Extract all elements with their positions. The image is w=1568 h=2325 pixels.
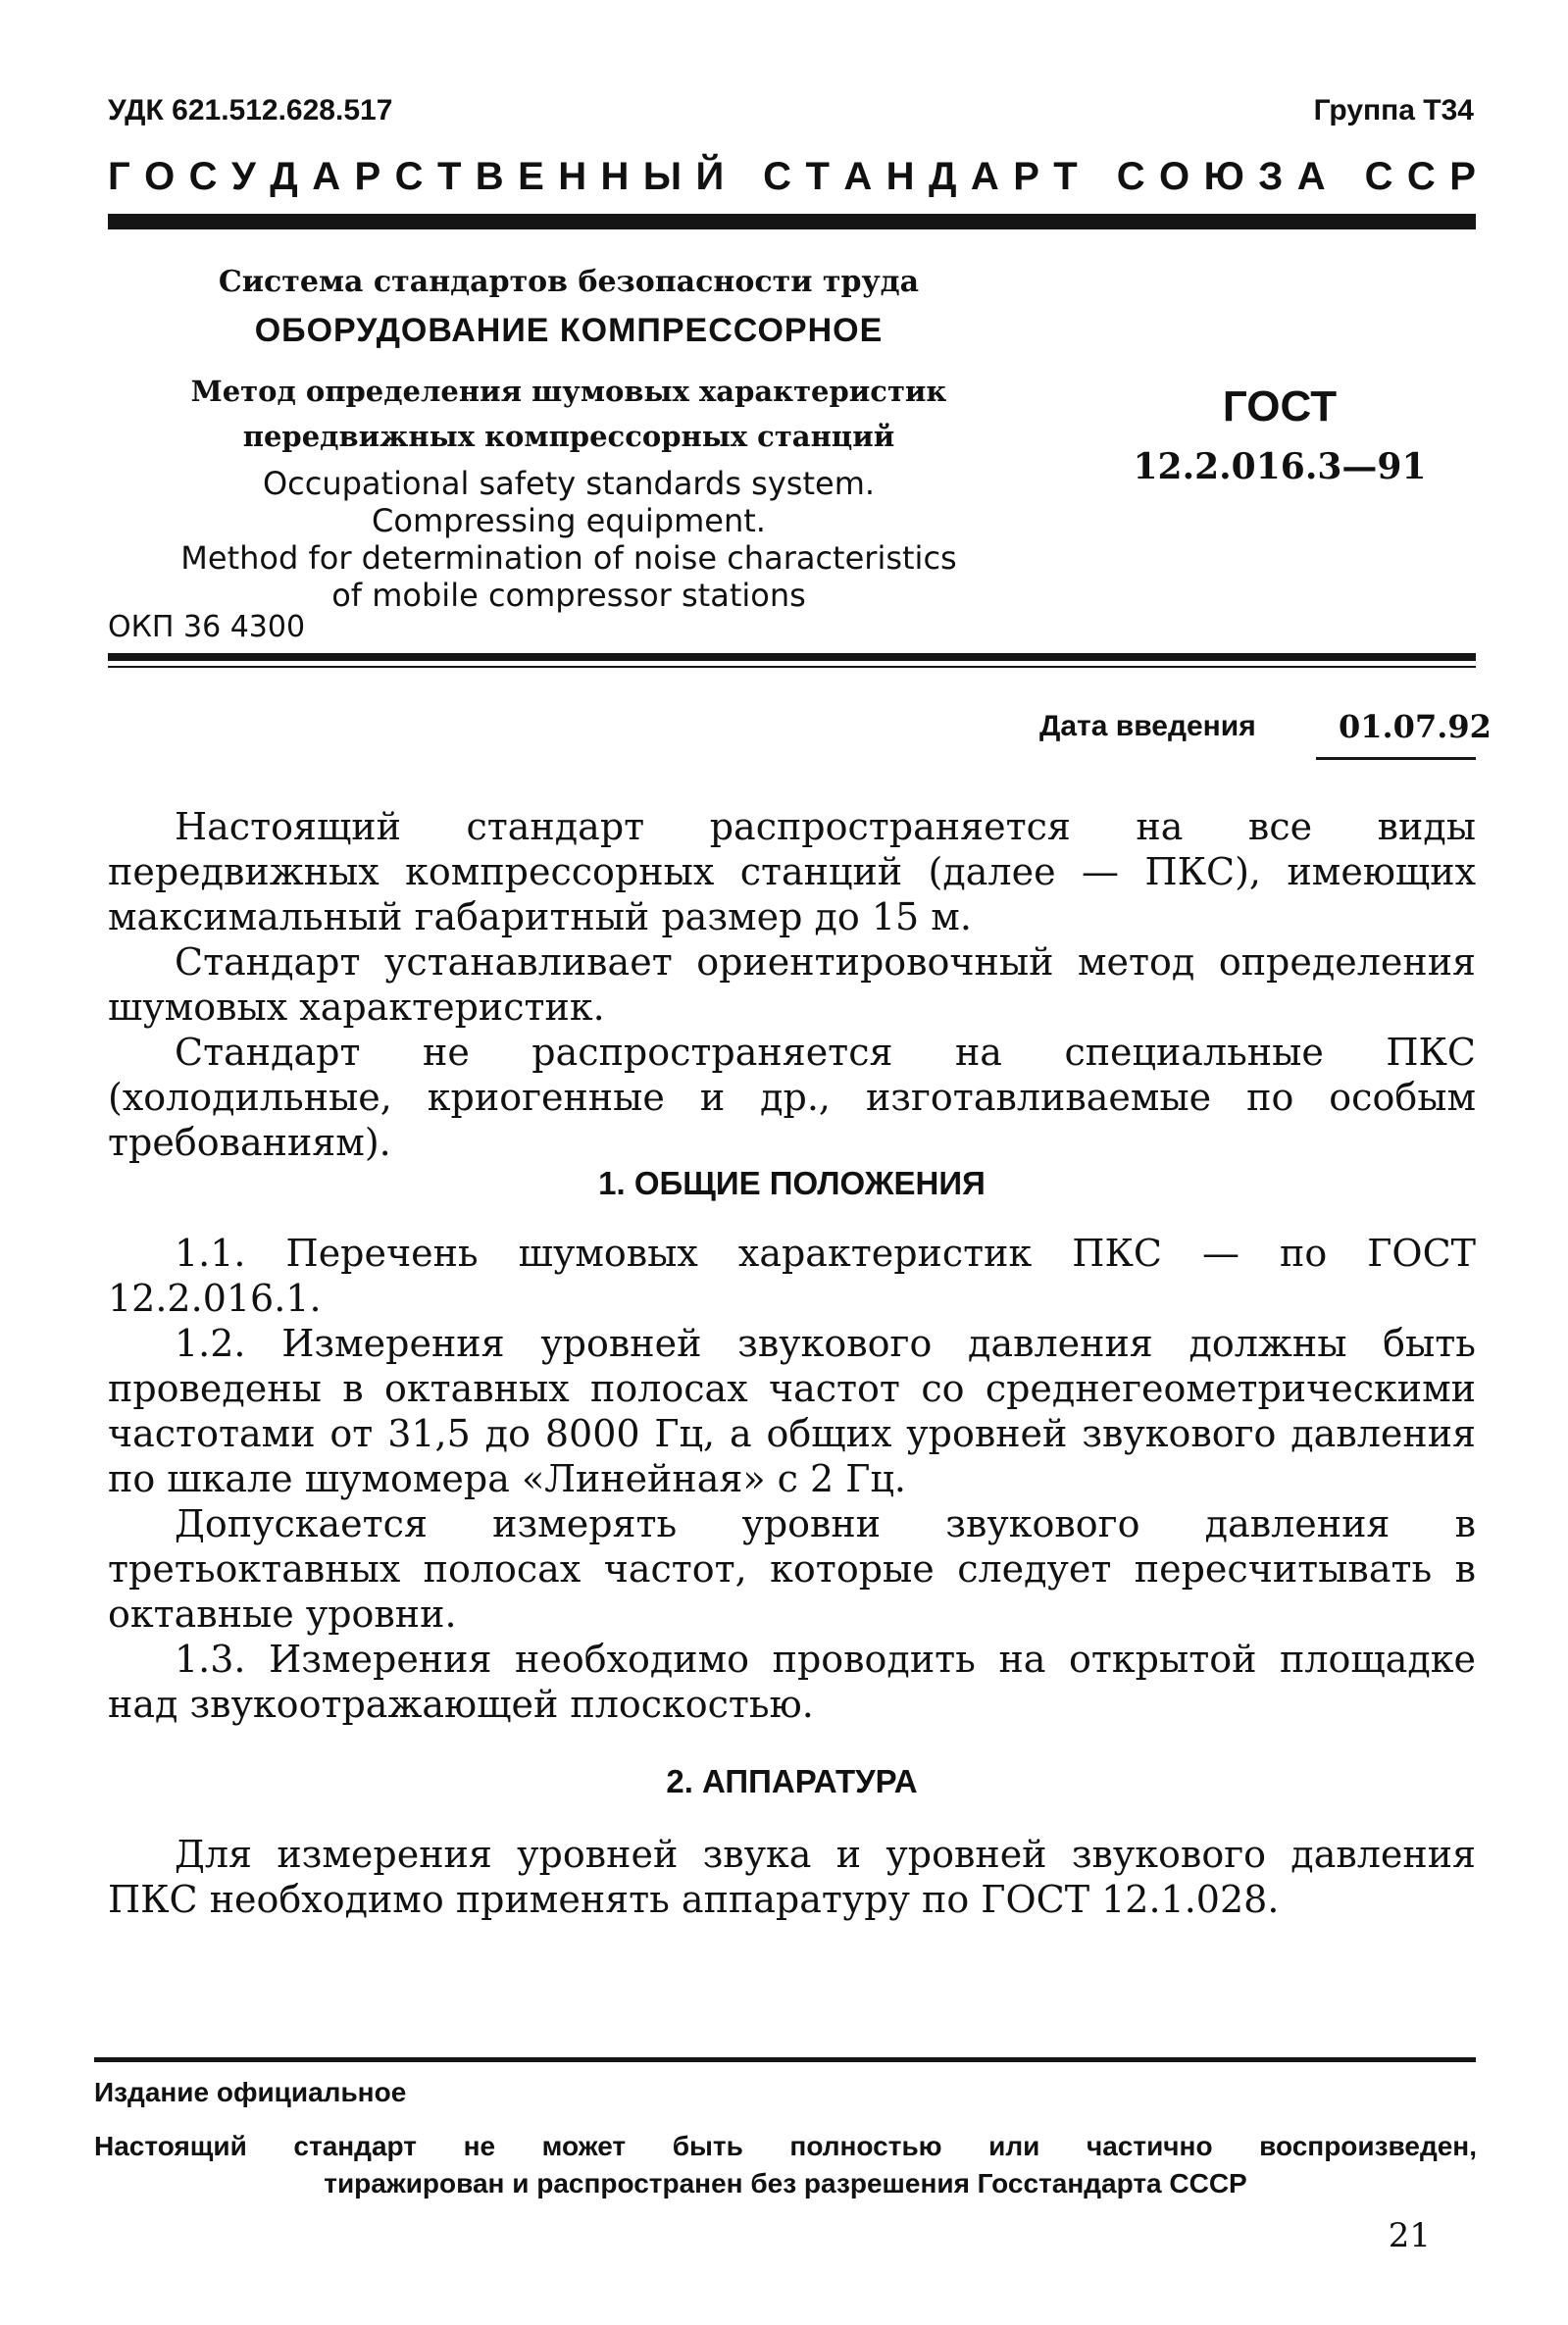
clause-2: Для измерения уровней звука и уровней звукового давления ПКС необходимо применять аппаратуру по ГОСТ 12.1.028. [108,1833,1476,1921]
paragraph-exclusion: Стандарт не распространяется на специальные ПКС (холодильные, криогенные и др., изготавливаемые по особым требованиям). [108,1031,1476,1164]
english-title: Occupational safety standards system. Compressing equipment. Method for determination of noise characteristics of mobile compressor stations [180,465,957,614]
paragraph-scope: Настоящий стандарт распространяется на все виды передвижных компрессорных станций (далее — ПКС), имеющих максимальный габаритный размер до 15 м. [108,805,1476,938]
intro-date-label: Дата введения [1039,710,1256,742]
section-1-heading: 1. ОБЩИЕ ПОЛОЖЕНИЯ [598,1165,986,1201]
clause-1-1: 1.1. Перечень шумовых характеристик ПКС — по ГОСТ 12.2.016.1. [108,1232,1476,1320]
section-2-heading: 2. АППАРАТУРА [666,1763,918,1799]
page-number: 21 [1388,2216,1431,2255]
reproduction-notice: Настоящий стандарт не может быть полностью или частично воспроизведен, тиражирован и распространен без разрешения Госстандарта СССР [94,2131,1477,2199]
paragraph-method: Стандарт устанавливает ориентировочный метод определения шумовых характеристик. [108,940,1476,1029]
intro-date-value: 01.07.92 [1339,708,1492,745]
clause-1-3: 1.3. Измерения необходимо проводить на открытой площадке над звукоотражающей плоскостью. [108,1638,1476,1726]
clause-1-2: 1.2. Измерения уровней звукового давления должны быть проведены в октавных полосах частот со среднегеометрическими частотами от 31,5 до 8000 Гц, а общих уровней звукового давления по шкале шумомера «Линейная» с 2 Гц. [108,1322,1476,1500]
udk-code: УДК 621.512.628.517 [108,94,393,126]
method-title: Метод определения шумовых характеристик передвижных компрессорных станций [190,375,947,453]
gost-label: ГОСТ [1222,382,1338,430]
title-divider-thin [108,666,1476,668]
system-title: Система стандартов безопасности труда [218,265,920,299]
state-standard-heading: Г О С У Д А Р С Т В Е Н Н Ы Й С Т А Н Д А Р Т С О Ю З А С С Р [108,155,1476,198]
intro-date-underline [1316,757,1476,760]
title-divider-thick [108,653,1476,661]
official-edition: Издание официальное [94,2077,407,2107]
group-code: Группа Т34 [1313,94,1474,126]
footer-divider [94,2057,1476,2062]
okp-code: ОКП 36 4300 [108,610,306,644]
clause-1-2-note: Допускается измерять уровни звукового давления в третьоктавных полосах частот, которые следует пересчитывать в октавные уровни. [108,1502,1476,1636]
equipment-title: ОБОРУДОВАНИЕ КОМПРЕССОРНОЕ [254,312,884,349]
header-divider [108,214,1476,229]
gost-number: 12.2.016.3—91 [1133,446,1427,487]
